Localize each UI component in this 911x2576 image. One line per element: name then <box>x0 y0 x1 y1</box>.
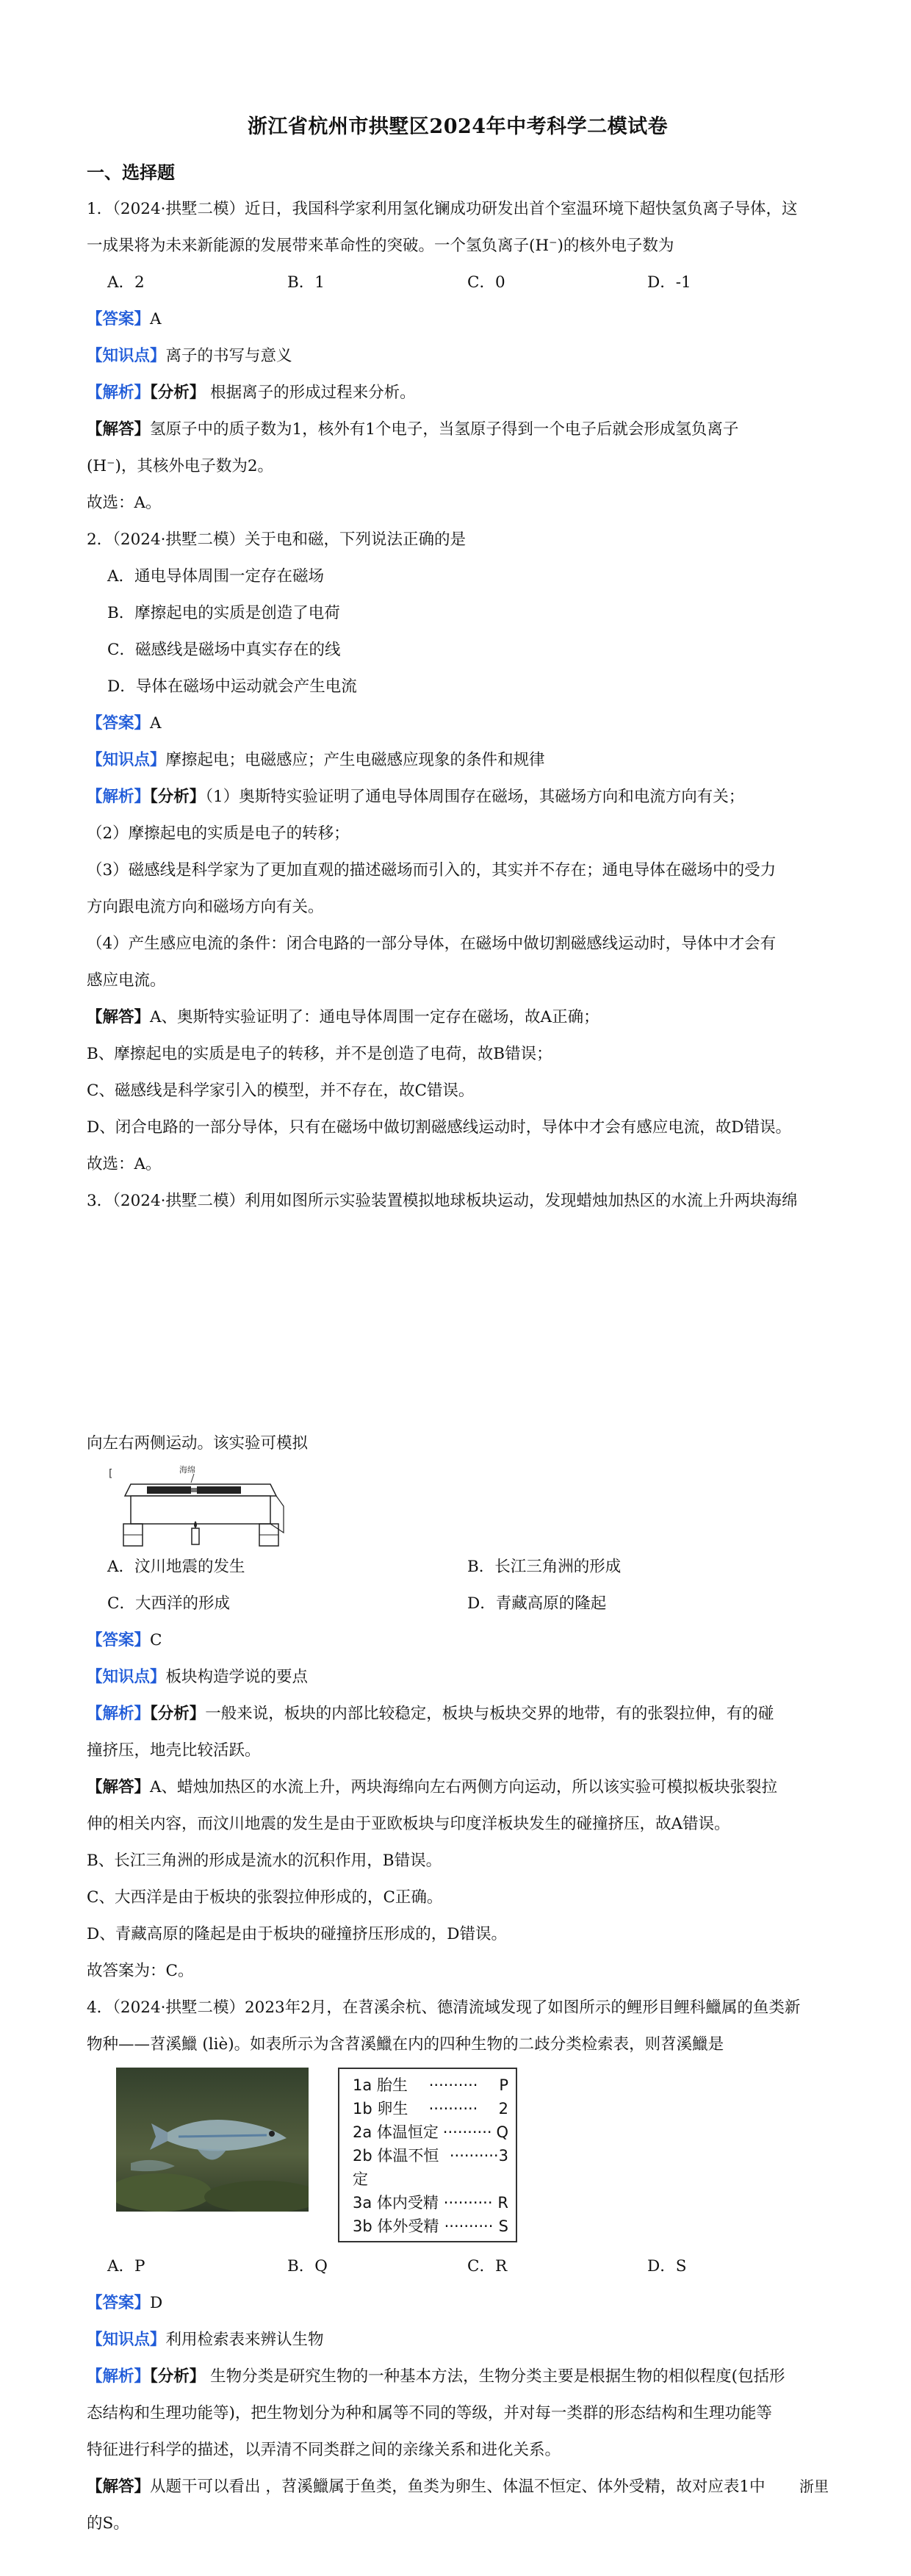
fish-photo <box>116 2068 309 2212</box>
key-row: 2a 体温恒定 ·········· Q <box>353 2123 508 2141</box>
analysis-line <box>87 2359 829 2395</box>
solution-text: A、奥斯特实验证明了：通电导体周围一定存在磁场，故A正确； <box>150 1008 599 1026</box>
key-row: 1a 胎生 ·········· P <box>353 2076 508 2094</box>
key-row: 3b 体外受精 ·········· S <box>353 2217 508 2235</box>
conclusion: 故选：A。 <box>87 1155 162 1173</box>
solution-tag: 【解答】 <box>87 420 151 439</box>
figure-row <box>87 2068 829 2242</box>
analysis-text: 态结构和生理功能等)，把生物划分为种和属等不同的等级，并对每一类群的形态结构和生理功能等 <box>87 2404 772 2422</box>
analysis-text: （1）奥斯特实验证明了通电导体周围存在磁场，其磁场方向和电流方向有关； <box>205 788 745 806</box>
knowledge-line <box>87 742 829 779</box>
option: C．R <box>467 2257 508 2275</box>
conclusion: 故选：A。 <box>87 494 162 512</box>
option: B．1 <box>287 273 325 292</box>
answer-value: C <box>150 1631 162 1649</box>
solution-text: B、长江三角洲的形成是流水的沉积作用，B错误。 <box>87 1852 442 1870</box>
answer-value: D <box>150 2294 163 2312</box>
analysis-tag: 【解析】 <box>87 788 151 806</box>
solution-text: 的S。 <box>87 2514 129 2533</box>
knowledge-tag: 【知识点】 <box>87 1668 166 1686</box>
question-2 <box>87 522 829 1183</box>
exam-page <box>87 110 829 2542</box>
question-3 <box>87 1183 829 1990</box>
solution-text: D、闭合电路的一部分导体，只有在磁场中做切割磁感线运动时，导体中才会有感应电流，故D错误。 <box>87 1118 791 1137</box>
knowledge-tag: 【知识点】 <box>87 347 166 365</box>
option: D．导体在磁场中运动就会产生电流 <box>107 677 357 696</box>
conclusion: 故答案为：C。 <box>87 1962 194 1980</box>
option: B．Q <box>287 2257 328 2275</box>
knowledge-text: 离子的书写与意义 <box>165 347 292 365</box>
answer-tag: 【答案】 <box>87 310 151 328</box>
figure-label: 海绵 <box>179 1465 195 1475</box>
option: A．P <box>107 2257 145 2275</box>
option: A．2 <box>107 273 145 292</box>
fenxi-tag: 【分析】 <box>150 2367 206 2386</box>
solution-text: D、青藏高原的隆起是由于板块的碰撞挤压形成的，D错误。 <box>87 1925 507 1943</box>
knowledge-line <box>87 1659 829 1696</box>
solution-tag: 【解答】 <box>87 2478 151 2496</box>
option: C．大西洋的形成 <box>107 1594 230 1613</box>
fenxi-tag: 【分析】 <box>150 384 206 402</box>
knowledge-line <box>87 338 829 375</box>
question-stem: 2．（2024·拱墅二模）关于电和磁，下列说法正确的是 <box>87 530 466 549</box>
option: D．青藏高原的隆起 <box>467 1594 607 1613</box>
answer-line <box>87 705 829 742</box>
answer-line <box>87 1622 829 1659</box>
options-row <box>87 2248 829 2285</box>
analysis-text: 特征进行科学的描述，以弄清不同类群之间的亲缘关系和进化关系。 <box>87 2441 561 2459</box>
knowledge-line <box>87 2322 829 2359</box>
knowledge-text: 摩擦起电；电磁感应；产生电磁感应现象的条件和规律 <box>165 751 545 769</box>
analysis-text: （2）摩擦起电的实质是电子的转移； <box>87 824 350 843</box>
solution-text: B、摩擦起电的实质是电子的转移，并不是创造了电荷，故B错误； <box>87 1045 552 1063</box>
analysis-tag: 【解析】 <box>87 384 151 402</box>
option: B．摩擦起电的实质是创造了电荷 <box>107 604 340 622</box>
solution-line <box>87 999 829 1036</box>
solution-text: 氢原子中的质子数为1，核外有1个电子，当氢原子得到一个电子后就会形成氢负离子 <box>150 420 739 439</box>
analysis-line <box>87 375 829 411</box>
analysis-text: 方向跟电流方向和磁场方向有关。 <box>87 898 324 916</box>
solution-line <box>87 411 829 448</box>
answer-value: A <box>150 714 162 733</box>
experiment-figure <box>87 1462 829 1549</box>
question-stem: 3．（2024·拱墅二模）利用如图所示实验装置模拟地球板块运动，发现蜡烛加热区的水流上升两块海绵 <box>87 1192 798 1210</box>
answer-tag: 【答案】 <box>87 714 151 733</box>
fenxi-tag: 【分析】 <box>150 1705 206 1723</box>
section-heading: 一、选择题 <box>87 162 175 183</box>
key-row: 2b 体温不恒定 ·········· 3 <box>353 2147 508 2188</box>
analysis-line <box>87 1696 829 1733</box>
blank-space <box>87 1220 829 1425</box>
question-4 <box>87 1990 829 2542</box>
key-row: 1b 卵生 ·········· 2 <box>353 2100 508 2118</box>
svg-text:[: [ <box>109 1468 113 1480</box>
analysis-text: 撞挤压，地壳比较活跃。 <box>87 1741 261 1760</box>
solution-tag: 【解答】 <box>87 1008 151 1026</box>
analysis-text: 感应电流。 <box>87 971 166 990</box>
options-row <box>87 265 829 301</box>
knowledge-tag: 【知识点】 <box>87 2331 166 2349</box>
answer-line <box>87 301 829 338</box>
answer-tag: 【答案】 <box>87 2294 151 2312</box>
analysis-line <box>87 779 829 816</box>
analysis-text: （3）磁感线是科学家为了更加直观的描述磁场而引入的，其实并不存在；通电导体在磁场中的受力 <box>87 861 777 879</box>
knowledge-text: 板块构造学说的要点 <box>165 1668 309 1686</box>
option: A．通电导体周围一定存在磁场 <box>107 567 325 586</box>
solution-text: (H⁻)，其核外电子数为2。 <box>87 457 274 475</box>
question-stem: 物种——苕溪鱲 (liè)。如表所示为含苕溪鱲在内的四种生物的二歧分类检索表，则苕溪鱲是 <box>87 2035 724 2054</box>
analysis-text: 一般来说，板块的内部比较稳定，板块与板块交界的地带，有的张裂拉伸，有的碰 <box>205 1705 774 1723</box>
option: A．汶川地震的发生 <box>107 1558 245 1576</box>
options-grid <box>87 1549 829 1622</box>
question-stem: 1．（2024·拱墅二模）近日，我国科学家利用氢化镧成功研发出首个室温环境下超快氢负离子导体，这 <box>87 200 798 218</box>
question-1 <box>87 191 829 522</box>
analysis-tag: 【解析】 <box>87 2367 151 2386</box>
page-title: 浙江省杭州市拱墅区2024年中考科学二模试卷 <box>247 115 669 138</box>
option: D．S <box>647 2257 687 2275</box>
analysis-text: （4）产生感应电流的条件：闭合电路的一部分导体，在磁场中做切割磁感线运动时，导体中才会有 <box>87 935 777 953</box>
answer-tag: 【答案】 <box>87 1631 151 1649</box>
analysis-text: 生物分类是研究生物的一种基本方法，生物分类主要是根据生物的相似程度(包括形 <box>205 2367 785 2386</box>
knowledge-tag: 【知识点】 <box>87 751 166 769</box>
question-stem: 向左右两侧运动。该实验可模拟 <box>87 1434 309 1453</box>
knowledge-text: 利用检索表来辨认生物 <box>165 2331 324 2349</box>
solution-line <box>87 2469 829 2505</box>
analysis-text: 根据离子的形成过程来分析。 <box>205 384 416 402</box>
option: C．0 <box>467 273 505 292</box>
option: C．磁感线是磁场中真实存在的线 <box>107 641 341 659</box>
answer-value: A <box>150 310 162 328</box>
question-stem: 一成果将为未来新能源的发展带来革命性的突破。一个氢负离子(H⁻)的核外电子数为 <box>87 237 674 255</box>
page-footer: 浙里 <box>799 2478 829 2495</box>
plate-experiment-diagram <box>109 1462 300 1549</box>
solution-line <box>87 1769 829 1806</box>
solution-text: 伸的相关内容，而汶川地震的发生是由于亚欧板块与印度洋板块发生的碰撞挤压，故A错误。 <box>87 1815 730 1833</box>
dichotomous-key-table <box>338 2068 517 2242</box>
option: D．-1 <box>647 273 691 292</box>
key-row: 3a 体内受精 ·········· R <box>353 2194 508 2212</box>
analysis-tag: 【解析】 <box>87 1705 151 1723</box>
solution-text: 从题干可以看出 ，苕溪鱲属于鱼类，鱼类为卵生、体温不恒定、体外受精，故对应表1中 <box>150 2478 766 2496</box>
question-stem: 4．（2024·拱墅二模）2023年2月，在苕溪余杭、德清流域发现了如图所示的鲤形目鲤科鱲属的鱼类新 <box>87 1998 801 2017</box>
fenxi-tag: 【分析】 <box>150 788 206 806</box>
answer-line <box>87 2285 829 2322</box>
solution-text: A、蜡烛加热区的水流上升，两块海绵向左右两侧方向运动，所以该实验可模拟板块张裂拉 <box>150 1778 778 1796</box>
option: B．长江三角洲的形成 <box>467 1558 622 1576</box>
solution-text: C、磁感线是科学家引入的模型，并不存在，故C错误。 <box>87 1082 475 1100</box>
solution-tag: 【解答】 <box>87 1778 151 1796</box>
solution-text: C、大西洋是由于板块的张裂拉伸形成的，C正确。 <box>87 1888 443 1907</box>
